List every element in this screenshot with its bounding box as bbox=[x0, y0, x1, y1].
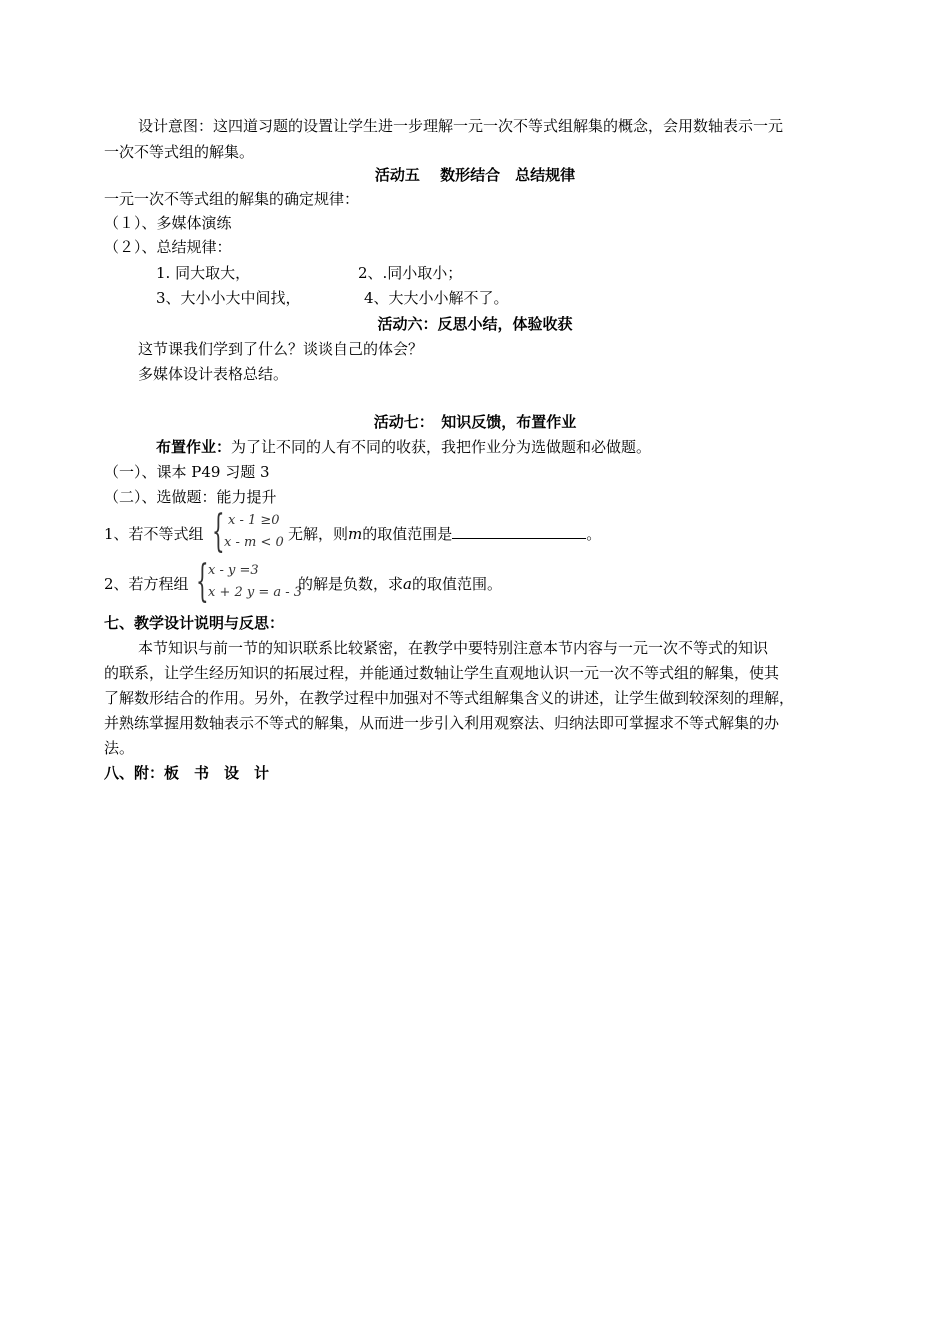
homework-line bbox=[156, 435, 651, 459]
rule-2: 2、.同小取小； bbox=[358, 264, 463, 282]
question-1-end: 。 bbox=[586, 525, 602, 543]
question-2-var: a bbox=[403, 575, 412, 593]
section-7-para-line-3: 了解数形结合的作用。另外，在教学过程中加强对不等式组解集含义的讲述，让学生做到较深刻的理解， bbox=[104, 689, 795, 707]
section-7-title: 七、教学设计说明与反思： bbox=[104, 614, 285, 632]
section-7-para-line-4: 并熟练掌握用数轴表示不等式的解集，从而进一步引入利用观察法、归纳法即可掌握求不等式解集的办 bbox=[104, 714, 780, 732]
activity-5-title: 活动五 数形结合 总结规律 bbox=[374, 166, 576, 184]
rule-3: 3、大小小大中间找， bbox=[156, 289, 301, 307]
design-intent-line-2: 一次不等式组的解集。 bbox=[104, 143, 255, 161]
rule-1: 1. 同大取大， bbox=[156, 264, 251, 282]
activity-6-line-1: 这节课我们学到了什么？谈谈自己的体会？ bbox=[138, 340, 424, 358]
activity-6-title: 活动六：反思小结，体验收获 bbox=[377, 315, 573, 333]
homework-text: 为了让不同的人有不同的收获，我把作业分为选做题和必做题。 bbox=[231, 438, 652, 456]
question-1-prefix: 1、若不等式组 bbox=[104, 525, 204, 543]
design-intent-line-1: 设计意图：这四道习题的设置让学生进一步理解一元一次不等式组解集的概念，会用数轴表示一元 bbox=[138, 117, 784, 135]
question-2-row-2: x + 2 y = a - 3 bbox=[208, 585, 303, 600]
brace-icon: { bbox=[212, 506, 225, 557]
section-7-para-line-2: 的联系，让学生经历知识的拓展过程，并能通过数轴让学生直观地认识一元一次不等式组的解集，使其 bbox=[104, 664, 780, 682]
question-1-inequality-system bbox=[212, 506, 284, 557]
section-8-title: 八、附：板 书 设 计 bbox=[104, 764, 270, 782]
answer-blank bbox=[452, 522, 586, 539]
brace-icon: { bbox=[196, 556, 209, 607]
activity-6-line-2: 多媒体设计表格总结。 bbox=[138, 365, 289, 383]
question-2-suffix: 的取值范围。 bbox=[411, 575, 502, 593]
activity-5-item-2: （２）、总结规律： bbox=[104, 238, 232, 256]
homework-part-2: （二）、选做题：能力提升 bbox=[104, 488, 277, 506]
question-2-row-1: x - y =3 bbox=[208, 563, 259, 578]
question-1-rest bbox=[288, 522, 601, 546]
activity-5-item-1: （１）、多媒体演练 bbox=[104, 214, 232, 232]
activity-5-intro: 一元一次不等式组的解集的确定规律： bbox=[104, 190, 360, 208]
homework-label: 布置作业： bbox=[156, 438, 232, 456]
question-2-prefix: 2、若方程组 bbox=[104, 575, 189, 593]
question-1-row-1: x - 1 ≥0 bbox=[228, 513, 280, 528]
question-2-mid: 的解是负数，求 bbox=[298, 575, 404, 593]
question-2-rest bbox=[298, 572, 502, 596]
homework-part-1: （一）、课本 P49 习题 3 bbox=[104, 463, 270, 481]
section-7-para-line-1: 本节知识与前一节的知识联系比较紧密，在教学中要特别注意本节内容与一元一次不等式的知识 bbox=[138, 639, 769, 657]
section-7-para-line-5: 法。 bbox=[104, 739, 135, 757]
question-1-mid: 无解，则 bbox=[288, 525, 349, 543]
question-1-row-2: x - m < 0 bbox=[224, 535, 284, 550]
question-1-var: m bbox=[348, 525, 363, 543]
question-1-suffix: 的取值范围是 bbox=[362, 525, 453, 543]
activity-7-title: 活动七： 知识反馈，布置作业 bbox=[373, 413, 577, 431]
question-2-equation-system bbox=[196, 556, 303, 607]
rule-4: 4、大大小小解不了。 bbox=[364, 289, 509, 307]
